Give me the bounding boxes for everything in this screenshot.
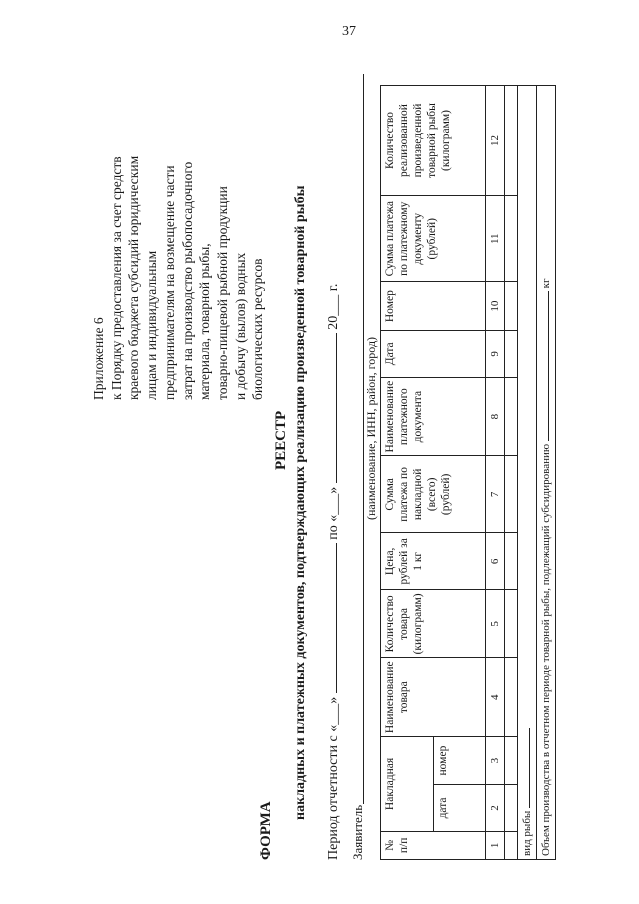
column-number: 10: [486, 282, 505, 330]
column-number: 8: [486, 377, 505, 456]
applicant-label: Заявитель: [350, 804, 365, 860]
page-number: 37: [342, 24, 356, 39]
header-date: Дата: [381, 330, 486, 377]
period-middle: по «___»: [326, 486, 341, 540]
header-number: Номер: [381, 282, 486, 330]
appendix-line: предпринимателям на возмещение части: [161, 165, 177, 400]
appendix-line: и добычу (вылов) водных: [232, 252, 248, 400]
period-year: 20___ г.: [326, 283, 341, 330]
column-number-row: [486, 86, 505, 860]
appendix-block: [90, 156, 267, 400]
fish-type-blank[interactable]: [529, 728, 530, 808]
column-number: 5: [486, 590, 505, 658]
reporting-period: [326, 284, 342, 860]
volume-row: [537, 86, 556, 860]
column-number: 3: [486, 737, 505, 785]
column-number: 11: [486, 195, 505, 281]
registry-table: [380, 85, 556, 860]
header-goods-name: Наименование товара: [381, 658, 486, 737]
applicant-note: (наименование, ИНН, район, город): [364, 336, 378, 520]
header-fish-qty: Количество реализованной произведенной товарной рыбы (килограмм): [381, 86, 486, 196]
header-payment-doc-sum: Сумма платежа по платежному документу (рублей): [381, 195, 486, 281]
column-number: 9: [486, 330, 505, 377]
column-number: 2: [486, 785, 505, 832]
appendix-line: товарно-пищевой рыбной продукции: [214, 186, 230, 400]
fish-type-row: [518, 86, 537, 860]
column-number: 7: [486, 456, 505, 533]
appendix-line: краевого бюджета субсидий юридическим: [126, 155, 142, 400]
volume-label: Объем производства в отчетном периоде товарной рыбы, подлежащий субсидированию: [540, 443, 552, 856]
volume-cell[interactable]: [537, 86, 556, 860]
header-num: № п/п: [381, 831, 486, 859]
column-number: 6: [486, 533, 505, 590]
period-prefix: Период отчетности с «___»: [326, 696, 341, 860]
appendix-line: Приложение 6: [91, 317, 106, 400]
appendix-line: материала, товарной рыбы,: [197, 243, 213, 400]
appendix-line: лицам и индивидуальным: [144, 250, 160, 400]
document-title: РЕЕСТР: [273, 410, 289, 470]
volume-unit: кг: [540, 278, 552, 289]
appendix-line: к Порядку предоставления за счет средств: [108, 156, 124, 400]
header-quantity: Количество товара (килограмм): [381, 590, 486, 658]
fish-type-label: вид рыбы: [521, 810, 533, 856]
header-price: Цена, рублей за 1 кг: [381, 533, 486, 590]
header-payment-sum: Сумма платежа по накладной (всего) (рублей): [381, 456, 486, 533]
period-start-blank[interactable]: [336, 543, 337, 693]
empty-row[interactable]: [505, 86, 518, 860]
volume-blank[interactable]: [548, 291, 549, 441]
header-row-1: [381, 86, 434, 860]
header-waybill-date: дата: [433, 785, 486, 832]
rotated-document: [75, 40, 595, 860]
period-end-blank[interactable]: [336, 333, 337, 483]
column-number: 12: [486, 86, 505, 196]
column-number: 1: [486, 831, 505, 859]
header-waybill-number: номер: [433, 737, 486, 785]
column-number: 4: [486, 658, 505, 737]
header-payment-doc-name: Наименование платежного документа: [381, 377, 486, 456]
document-subtitle: накладных и платежных документов, подтверждающих реализацию произведенной товарной рыбы: [293, 185, 308, 820]
form-label: ФОРМА: [258, 801, 274, 860]
appendix-line: биологических ресурсов: [250, 258, 266, 400]
fish-type-cell[interactable]: [518, 86, 537, 860]
header-waybill: Накладная: [381, 737, 434, 832]
appendix-line: затрат на производство рыбопосадочного: [179, 161, 195, 400]
